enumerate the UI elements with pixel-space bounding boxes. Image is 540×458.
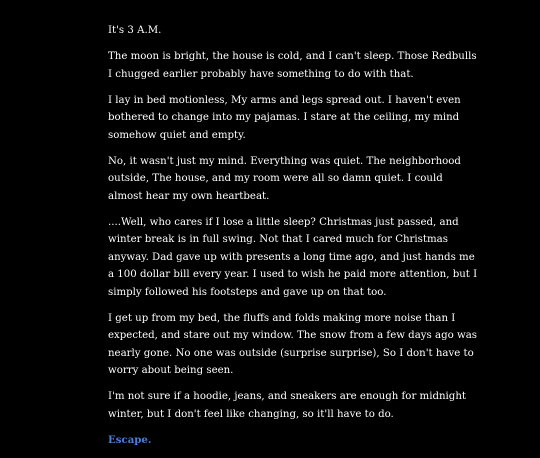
paragraph-moon: The moon is bright, the house is cold, and I can't sleep. Those Redbulls I chugged earlier probably have something to do with that. xyxy=(108,51,477,80)
story-passage xyxy=(108,22,480,458)
paragraph-window: I get up from my bed, the fluffs and folds making more noise than I expected, and stare out my window. The snow from a few days ago was nearly gone. No one was outside (surprise surprise), So I don't have to worry about being seen. xyxy=(108,312,477,376)
escape-link[interactable]: Escape. xyxy=(108,433,152,446)
paragraph-bed: I lay in bed motionless, My arms and legs spread out. I haven't even bothered to change into my pajamas. I stare at the ceiling, my mind somehow quiet and empty. xyxy=(108,94,461,141)
paragraph-christmas: ....Well, who cares if I lose a little sleep? Christmas just passed, and winter break is in full swing. Not that I cared much for Christmas anyway. Dad gave up with presents a long time ago, and just hands me a 100 dollar bill every year. I used to wish he paid more attention, but I simply followed his footsteps and gave up on that too. xyxy=(108,216,478,298)
choice-paragraph xyxy=(108,432,480,450)
paragraph-time: It's 3 A.M. xyxy=(108,25,162,36)
paragraph-quiet: No, it wasn't just my mind. Everything was quiet. The neighborhood outside, The house, and my room were all so damn quiet. I could almost hear my own heartbeat. xyxy=(108,155,461,202)
paragraph-hoodie: I'm not sure if a hoodie, jeans, and sneakers are enough for midnight winter, but I don't feel like changing, so it'll have to do. xyxy=(108,391,466,420)
